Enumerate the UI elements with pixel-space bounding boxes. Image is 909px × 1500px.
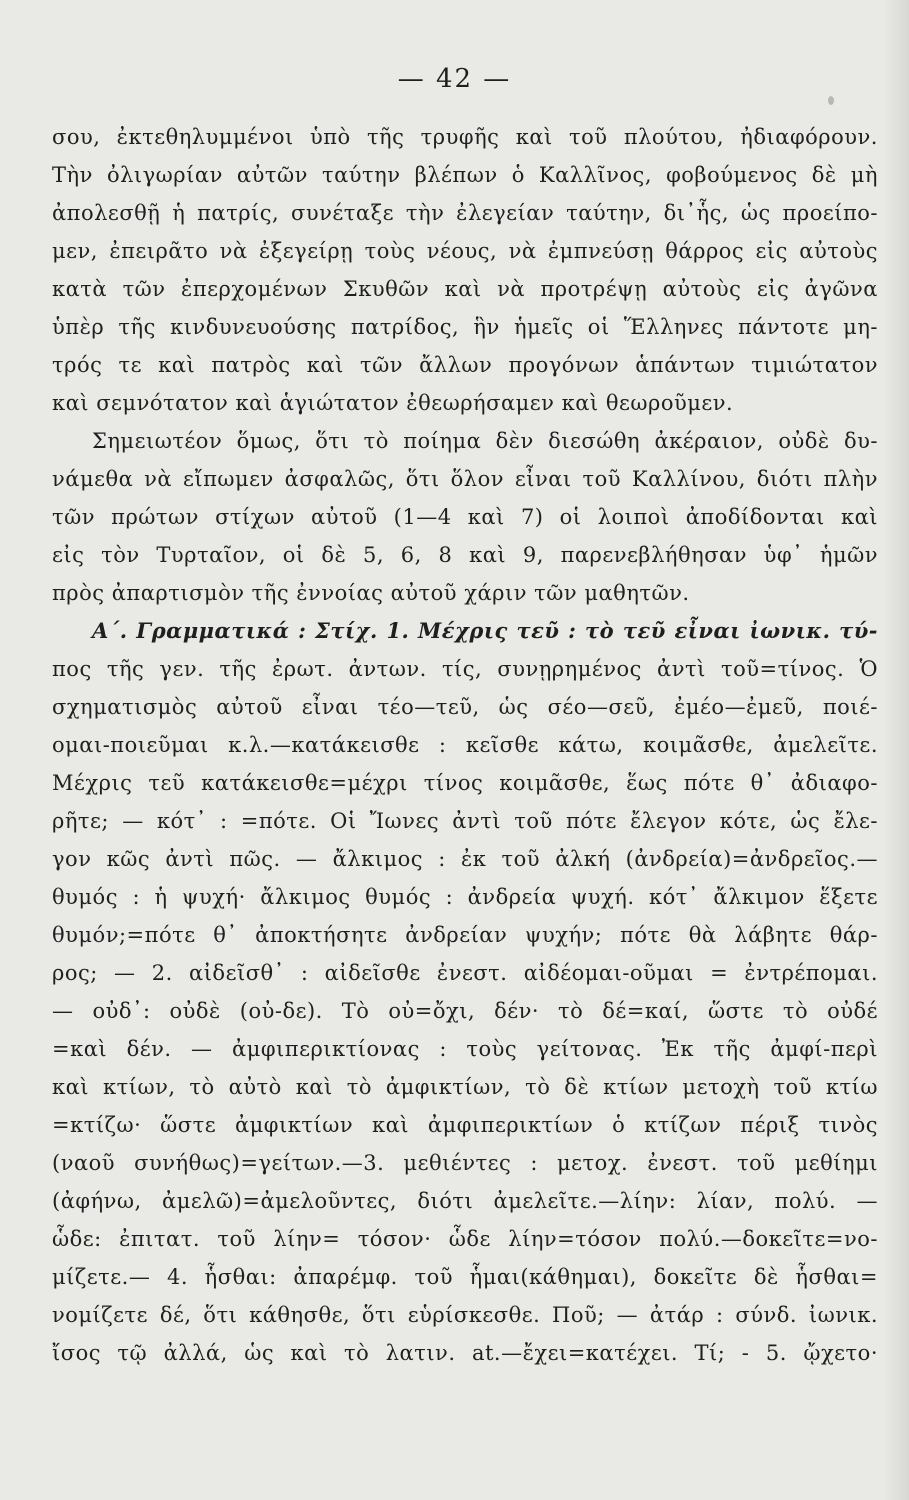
- text-line: σου, ἐκτεθηλυμμένοι ὑπὸ τῆς τρυφῆς καὶ τοῦ πλούτου, ἠδιαφόρουν.: [52, 125, 878, 149]
- text-line: ἀπολεσθῇ ἡ πατρίς, συνέταξε τὴν ἐλεγείαν ταύτην, δι᾽ἧς, ὡς προείπο-: [52, 201, 878, 225]
- text-line: — οὐδ᾽: οὐδὲ (οὐ-δε). Τὸ οὐ=ὄχι, δέν· τὸ δέ=καί, ὥστε τὸ οὐδέ: [52, 999, 878, 1023]
- page-number: — 42 —: [397, 64, 512, 94]
- text-line: ρῆτε; — κότ᾽ : =πότε. Οἱ Ἴωνες ἀντὶ τοῦ πότε ἔλεγον κότε, ὡς ἔλε-: [52, 809, 878, 833]
- text-line: (ναοῦ συνήθως)=γείτων.—3. μεθιέντες : μετοχ. ἐνεστ. τοῦ μεθίημι: [52, 1151, 878, 1175]
- text-line: καὶ κτίων, τὸ αὐτὸ καὶ τὸ ἀμφικτίων, τὸ δὲ κτίων μετοχὴ τοῦ κτίω: [52, 1075, 878, 1099]
- text-line: νάμεθα νὰ εἴπωμεν ἀσφαλῶς, ὅτι ὅλον εἶναι τοῦ Καλλίνου, διότι πλὴν: [52, 467, 878, 491]
- text-line: θυμός : ἡ ψυχή· ἄλκιμος θυμός : ἀνδρεία ψυχή. κότ᾽ ἄλκιμον ἕξετε: [52, 885, 878, 909]
- text-line: Μέχρις τεῦ κατάκεισθε=μέχρι τίνος κοιμᾶσθε, ἕως πότε θ᾽ ἀδιαφο-: [52, 771, 878, 795]
- text-line: μεν, ἐπειρᾶτο νὰ ἐξεγείρῃ τοὺς νέους, νὰ ἐμπνεύσῃ θάρρος εἰς αὐτοὺς: [52, 239, 878, 263]
- text-line: =κτίζω· ὥστε ἀμφικτίων καὶ ἀμφιπερικτίων ὁ κτίζων πέριξ τινὸς: [52, 1113, 878, 1137]
- text-line: =καὶ δέν. — ἀμφιπερικτίονας : τοὺς γείτονας. Ἐκ τῆς ἀμφί-περὶ: [52, 1037, 878, 1061]
- text-line: τρός τε καὶ πατρὸς καὶ τῶν ἄλλων προγόνων ἁπάντων τιμιώτατον: [52, 353, 878, 377]
- text-line: Α΄. Γραμματικά : Στίχ. 1. Μέχρις τεῦ : τὸ τεῦ εἶναι ἰωνικ. τύ-: [92, 618, 878, 643]
- text-line: (ἀφήνω, ἀμελῶ)=ἀμελοῦντες, διότι ἀμελεῖτε.—λίην: λίαν, πολύ. —: [52, 1189, 878, 1213]
- text-line: πος τῆς γεν. τῆς ἐρωτ. ἀντων. τίς, συνῃρημένος ἀντὶ τοῦ=τίνος. Ὁ: [52, 657, 878, 681]
- text-line: θυμόν;=πότε θ᾽ ἀποκτήσητε ἀνδρείαν ψυχήν; πότε θὰ λάβητε θάρ-: [52, 923, 878, 947]
- text-line: γον κῶς ἀντὶ πῶς. — ἄλκιμος : ἐκ τοῦ ἀλκή (ἀνδρεία)=ἀνδρεῖος.—: [52, 847, 878, 871]
- paper-spot: [828, 96, 834, 105]
- text-line: ρος; — 2. αἰδεῖσθ᾽ : αἰδεῖσθε ἐνεστ. αἰδέομαι-οῦμαι = ἐντρέπομαι.: [52, 961, 878, 985]
- text-line: κατὰ τῶν ἐπερχομένων Σκυθῶν καὶ νὰ προτρέψῃ αὐτοὺς εἰς ἀγῶνα: [52, 277, 878, 301]
- text-line: ὑπὲρ τῆς κινδυνευούσης πατρίδος, ἣν ἡμεῖς οἱ Ἕλληνες πάντοτε μη-: [52, 315, 878, 339]
- text-line: ὧδε: ἐπιτατ. τοῦ λίην= τόσον· ὧδε λίην=τόσον πολύ.—δοκεῖτε=νο-: [52, 1227, 878, 1251]
- page-edge-shadow: [883, 0, 909, 1500]
- text-line: καὶ σεμνότατον καὶ ἁγιώτατον ἐθεωρήσαμεν καὶ θεωροῦμεν.: [52, 391, 734, 415]
- text-line: μίζετε.— 4. ἧσθαι: ἀπαρέμφ. τοῦ ἧμαι(κάθημαι), δοκεῖτε δὲ ἧσθαι=: [52, 1265, 878, 1289]
- text-line: Τὴν ὀλιγωρίαν αὐτῶν ταύτην βλέπων ὁ Καλλῖνος, φοβούμενος δὲ μὴ: [52, 163, 878, 187]
- text-line: ομαι-ποιεῦμαι κ.λ.—κατάκεισθε : κεῖσθε κάτω, κοιμᾶσθε, ἀμελεῖτε.: [52, 733, 878, 757]
- text-line: εἰς τὸν Τυρταῖον, οἱ δὲ 5, 6, 8 καὶ 9, παρενεβλήθησαν ὑφ᾽ ἡμῶν: [52, 543, 878, 567]
- text-line: σχηματισμὸς αὐτοῦ εἶναι τέο—τεῦ, ὡς σέο—σεῦ, ἐμέο—ἐμεῦ, ποιέ-: [52, 695, 878, 719]
- text-line: πρὸς ἀπαρτισμὸν τῆς ἐννοίας αὐτοῦ χάριν τῶν μαθητῶν.: [52, 581, 690, 605]
- text-line: ἴσος τῷ ἀλλά, ὡς καὶ τὸ λατιν. at.—ἔχει=κατέχει. Τί; - 5. ᾤχετο·: [52, 1341, 878, 1365]
- text-line: Σημειωτέον ὅμως, ὅτι τὸ ποίημα δὲν διεσώθη ἀκέραιον, οὐδὲ δυ-: [92, 429, 878, 453]
- text-line: τῶν πρώτων στίχων αὐτοῦ (1—4 καὶ 7) οἱ λοιποὶ ἀποδίδονται καὶ: [52, 505, 878, 529]
- text-line: νομίζετε δέ, ὅτι κάθησθε, ὅτι εὑρίσκεσθε. Ποῦ; — ἀτάρ : σύνδ. ἰωνικ.: [52, 1303, 878, 1327]
